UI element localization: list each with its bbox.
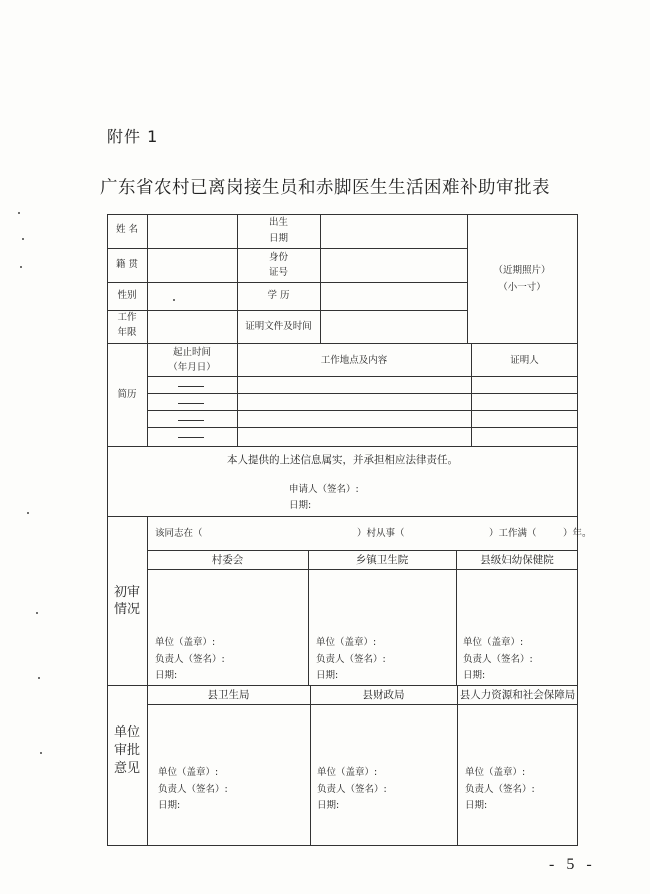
scan-speck (38, 677, 40, 679)
gender-label: 性别 (117, 290, 137, 301)
approval-sign-date: 日期: (317, 800, 340, 811)
review-sign-unit: 单位（盖章）: (463, 637, 524, 648)
review-info-village: ）村从事（ (357, 528, 405, 539)
review-sign-person: 负责人（签名）: (316, 654, 386, 665)
resume-time-header: 起止时间 (172, 347, 211, 358)
resume-dash (178, 386, 204, 387)
unit-county-mch-hospital: 县级妇幼保健院 (480, 554, 554, 566)
birth-label: 出生 (268, 217, 288, 228)
resume-dash (178, 403, 204, 404)
initial-review-label-2: 情况 (113, 602, 140, 617)
resume-dash (178, 420, 204, 421)
approval-label-2: 审批 (113, 743, 140, 758)
approval-sign-person: 负责人（签名）: (158, 784, 228, 795)
approval-sign-date: 日期: (158, 800, 181, 811)
unit-county-hr-bureau: 县人力资源和社会保障局 (459, 689, 576, 701)
form-title: 广东省农村已离岗接生员和赤脚医生生活困难补助审批表 (100, 178, 550, 198)
scan-speck (22, 238, 24, 240)
approval-sign-person: 负责人（签名）: (317, 784, 387, 795)
page-number: - 5 - (549, 856, 596, 873)
photo-label: （近期照片） (493, 265, 551, 276)
unit-village-committee: 村委会 (211, 554, 244, 566)
approval-sign-unit: 单位（盖章）: (465, 767, 526, 778)
review-info-prefix: 该同志在（ (155, 528, 203, 539)
birth-label-2: 日期 (268, 233, 288, 244)
id-number-label: 身份 (268, 252, 288, 263)
proof-document-label: 证明文件及时间 (245, 321, 312, 332)
id-number-label-2: 证号 (268, 267, 288, 278)
review-sign-person: 负责人（签名）: (463, 654, 533, 665)
work-years-label: 工作 (117, 312, 137, 323)
native-place-label: 籍 贯 (115, 259, 139, 270)
attachment-label: 附件 1 (107, 127, 159, 146)
resume-place-header: 工作地点及内容 (320, 355, 388, 366)
scan-speck (18, 212, 20, 214)
unit-township-hospital: 乡镇卫生院 (355, 554, 409, 566)
photo-size-label: （小一寸） (498, 282, 546, 293)
review-sign-date: 日期: (463, 670, 486, 681)
initial-review-label: 初审 (113, 585, 140, 600)
review-sign-date: 日期: (155, 670, 178, 681)
application-date-label: 日期: (289, 500, 312, 511)
scan-speck (40, 752, 42, 754)
review-sign-unit: 单位（盖章）: (316, 637, 377, 648)
education-label: 学 历 (267, 290, 290, 301)
review-sign-date: 日期: (316, 670, 339, 681)
stray-mark (173, 299, 175, 301)
resume-witness-header: 证明人 (510, 355, 539, 366)
resume-dash (178, 437, 204, 438)
approval-label: 单位 (113, 725, 140, 740)
review-sign-person: 负责人（签名）: (155, 654, 225, 665)
scan-speck (20, 266, 22, 268)
unit-county-health-bureau: 县卫生局 (207, 689, 250, 701)
scan-speck (27, 512, 29, 514)
work-years-label-2: 年限 (117, 327, 137, 338)
review-sign-unit: 单位（盖章）: (155, 637, 216, 648)
approval-sign-unit: 单位（盖章）: (158, 767, 219, 778)
applicant-signature-label: 申请人（签名）: (289, 484, 359, 495)
name-label: 姓 名 (115, 224, 139, 235)
review-info-suffix: ）年。 (563, 528, 592, 539)
unit-county-finance-bureau: 县财政局 (362, 689, 405, 701)
approval-label-3: 意见 (113, 761, 140, 776)
approval-sign-person: 负责人（签名）: (465, 784, 535, 795)
resume-section-label: 简历 (117, 389, 137, 400)
review-info-years: ）工作满（ (489, 528, 537, 539)
scan-speck (36, 612, 38, 614)
approval-sign-date: 日期: (465, 800, 488, 811)
declaration-statement: 本人提供的上述信息属实，并承担相应法律责任。 (227, 454, 458, 466)
resume-time-format: （年月日） (168, 362, 216, 373)
approval-sign-unit: 单位（盖章）: (317, 767, 378, 778)
